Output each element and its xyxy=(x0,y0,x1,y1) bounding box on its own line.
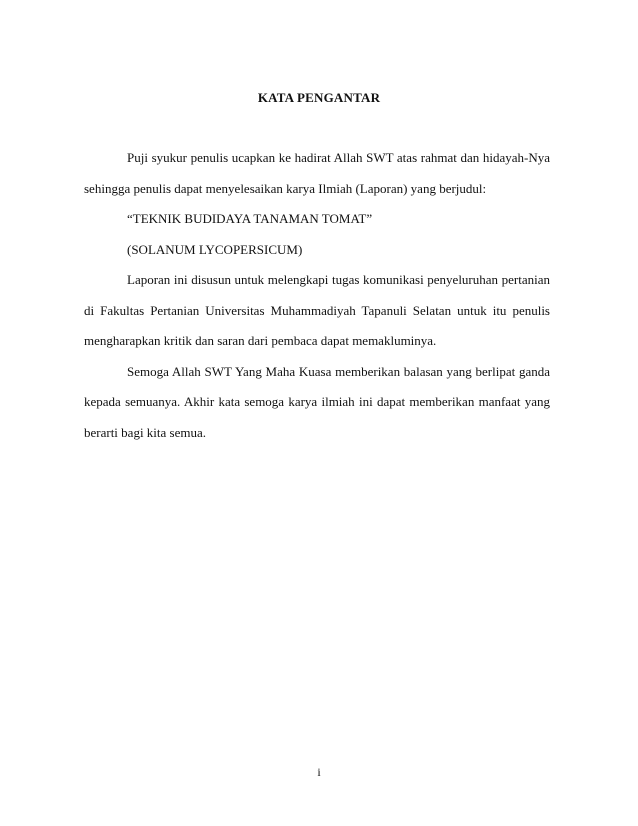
paragraph-gratitude: Puji syukur penulis ucapkan ke hadirat Allah SWT atas rahmat dan hidayah-Nya sehingga penulis dapat menyelesaikan karya Ilmiah (Laporan) yang berjudul: xyxy=(84,150,550,196)
paragraph-purpose: Laporan ini disusun untuk melengkapi tugas komunikasi penyeluruhan pertanian di Fakultas Pertanian Universitas Muhammadiyah Tapanuli Selatan untuk itu penulis mengharapkan kritik dan saran dari pembaca dapat memakluminya. xyxy=(84,272,550,348)
page-title: KATA PENGANTAR xyxy=(257,90,381,105)
paragraph-closing: Semoga Allah SWT Yang Maha Kuasa memberikan balasan yang berlipat ganda kepada semuanya. Akhir kata semoga karya ilmiah ini dapat memberikan manfaat yang berarti bagi kita semua. xyxy=(84,363,550,440)
document-body xyxy=(84,143,550,448)
report-title: “TEKNIK BUDIDAYA TANAMAN TOMAT” xyxy=(127,211,373,226)
report-subtitle: (SOLANUM LYCOPERSICUM) xyxy=(127,241,303,257)
page-number: i xyxy=(317,765,321,779)
